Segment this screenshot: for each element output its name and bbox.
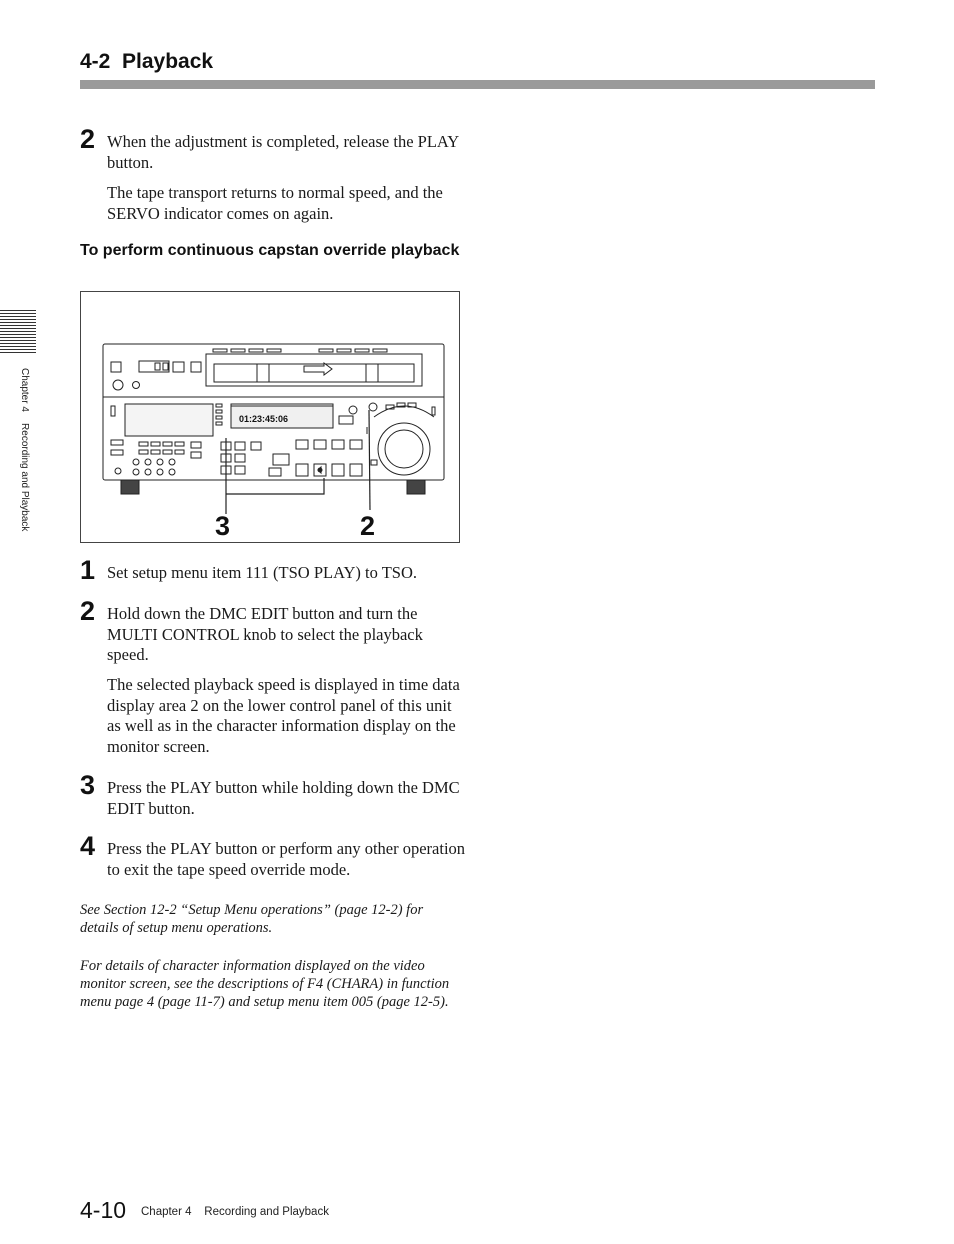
subheading: To perform continuous capstan override playback — [80, 242, 460, 259]
callout-label: 3 — [215, 511, 231, 541]
step-text: The selected playback speed is displayed in time data display area 2 on the lower control panel of this unit as well as in the character information display on the monitor screen. — [107, 675, 460, 756]
page-number: 4-10 — [80, 1197, 127, 1223]
callout-label: 2 — [360, 511, 376, 541]
step-number: 4 — [80, 831, 96, 861]
reference-note: For details of character information displayed on the video monitor screen, see the descriptions of F4 (CHARA) in function menu page 4 (page 11-7) and setup menu item 005 (page 12-5). — [80, 958, 450, 1010]
step-text: Press the PLAY button or perform any other operation to exit the tape speed override mode. — [107, 839, 466, 879]
section-title: 4-2 Playback — [80, 50, 214, 73]
step-text: When the adjustment is completed, release the PLAY button. — [107, 132, 459, 172]
reference-note: See Section 12-2 “Setup Menu operations” (page 12-2) for details of setup menu operations. — [80, 902, 424, 936]
step-text: The tape transport returns to normal speed, and the SERVO indicator comes on again. — [107, 183, 443, 223]
step-number: 3 — [80, 770, 96, 800]
step-number: 2 — [80, 124, 96, 154]
step-text: Press the PLAY button while holding down the DMC EDIT button. — [107, 778, 460, 818]
figure-frame — [80, 291, 460, 543]
step-number: 1 — [80, 555, 96, 585]
side-chapter-label: Chapter 4 Recording and Playback — [19, 368, 30, 532]
chapter-tab-marker — [0, 310, 36, 356]
section-rule — [80, 80, 875, 89]
footer-chapter-label: Chapter 4 Recording and Playback — [141, 1206, 329, 1218]
step-number: 2 — [80, 596, 96, 626]
vtr-front-panel-illustration — [81, 292, 459, 542]
step-text: Hold down the DMC EDIT button and turn the MULTI CONTROL knob to select the playback speed. — [107, 604, 423, 664]
step-text: Set setup menu item 111 (TSO PLAY) to TSO. — [107, 563, 417, 582]
timecode-display: 01:23:45:06 — [239, 414, 289, 424]
